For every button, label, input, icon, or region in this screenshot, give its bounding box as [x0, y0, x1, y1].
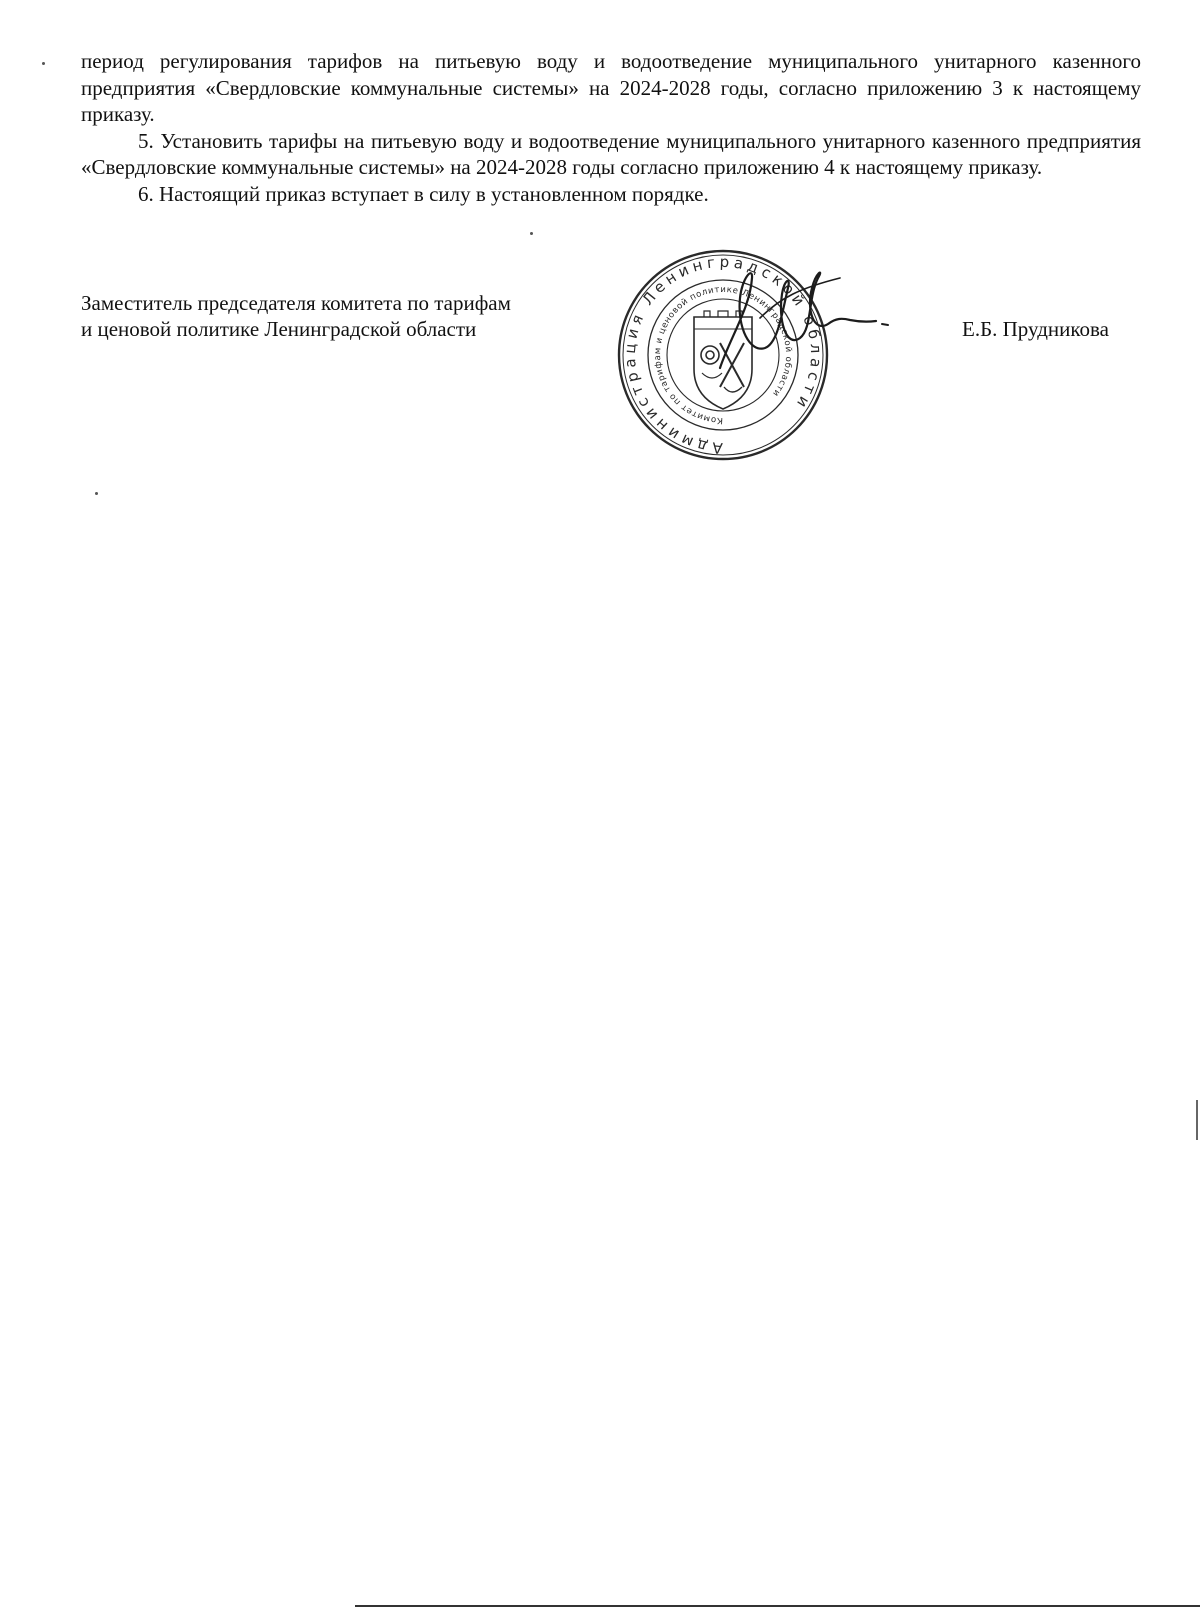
signer-name: Е.Б. Прудникова [962, 317, 1109, 341]
signer-position-line-2: и ценовой политике Ленинградской области [81, 317, 477, 341]
seal-outer-text: Администрация Ленинградской области [620, 252, 826, 458]
paragraph-4-continuation: период регулирования тарифов на питьевую воду и водоотведение муниципального унитарного казенного предприятия «Свердловские коммунальные системы» на 2024-2028 годы, согласно приложению 3 к настоящему приказу. [81, 49, 1141, 126]
signer-position-line-1: Заместитель председателя комитета по тарифам [81, 291, 511, 315]
seal-inner-text: Комитет по тарифам и ценовой политике Ленинградской области [652, 284, 794, 426]
scan-right-edge [1196, 1100, 1198, 1140]
handwritten-signature [690, 258, 910, 378]
scan-speck [530, 232, 533, 235]
paragraph-6: 6. Настоящий приказ вступает в силу в установленном порядке. [138, 181, 709, 206]
scan-speck [95, 492, 98, 495]
scan-speck [42, 62, 45, 65]
paragraph-5: 5. Установить тарифы на питьевую воду и водоотведение муниципального унитарного казенного предприятия «Свердловские коммунальные системы» на 2024-2028 годы согласно приложению 4 к настоящему приказу. [81, 128, 1141, 179]
document-body [81, 48, 1141, 207]
signer-position [81, 290, 601, 342]
scan-bottom-edge [355, 1605, 1200, 1607]
